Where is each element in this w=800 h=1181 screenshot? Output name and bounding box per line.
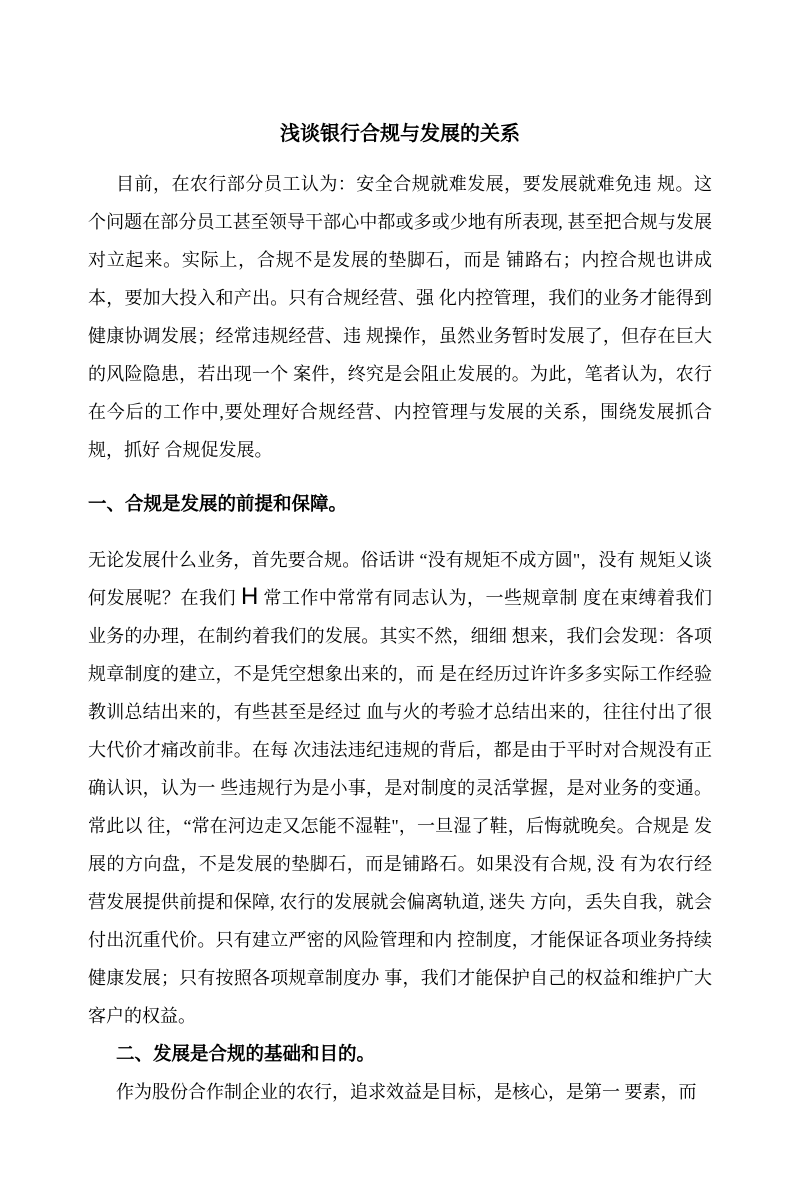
intro-paragraph: 目前，在农行部分员工认为：安全合规就难发展，要发展就难免违 规。这个问题在部分员工甚至领导干部心中都或多或少地有所表现, 甚至把合规与发展对立起来。实际上，合规不是发展的垫脚石，而是 铺路右；内控合规也讲成本，要加大投入和产出。只有合规经营、强 化内控管理，我们的业务才能得到健康协调发展；经常违规经营、违 规操作，虽然业务暂时发展了，但存在巨大的风险隐患，若出现一个 案件，终究是会阻止发展的。为此，笔者认为，农行在今后的工作中,要处理好合规经营、内控管理与发展的关系，围绕发展抓合规，抓好 合规促发展。 xyxy=(88,174,712,460)
section2-heading: 二、发展是合规的基础和目的。 xyxy=(116,1043,376,1064)
section2-paragraph: 作为股份合作制企业的农行，追求效益是目标，是核心，是第一 要素，而 xyxy=(116,1082,697,1102)
document-title: 浅谈银行合规与发展的关系 xyxy=(280,123,520,145)
section1-paragraph xyxy=(88,541,712,1035)
section1-body-after: 常工作中常常有同志认为，一些规章制 度在束缚着我们业务的办理，在制约着我们的发展。其实不然，细细 想来，我们会发现：各项规章制度的建立，不是凭空想象出来的，而 是在经历过许许多多实际工作经验教训总结出来的，有些甚至是经过 血与火的考验才总结出来的，往往付出了很大代价才痛改前非。在每 次违法违纪违规的背后，都是由于平时对合规没有正确认识，认为一 些违规行为是小事，是对制度的灵活掌握，是对业务的变通。常此以 往，“常在河边走又怎能不湿鞋"，一旦湿了鞋，后悔就晚矣。合规是 发展的方向盘，不是发展的垫脚石，而是铺路石。如果没有合规, 没 有为农行经营发展提供前提和保障, 农行的发展就会偏离轨道, 迷失 方向，丢失自我，就会付出沉重代价。只有建立严密的风险管理和内 控制度，才能保证各项业务持续健康发展；只有按照各项规章制度办 事，我们才能保护自己的权益和维护广大客户的权益。 xyxy=(88,588,713,1026)
latin-h-character: H xyxy=(241,583,259,610)
section1-heading: 一、合规是发展的前提和保障。 xyxy=(88,493,348,514)
section1-body-before: 无论发展什么业务，首先要合规。俗话讲 “没有规矩不成方圆"，没有 规矩乂谈何发展呢？在我们 xyxy=(88,550,712,608)
